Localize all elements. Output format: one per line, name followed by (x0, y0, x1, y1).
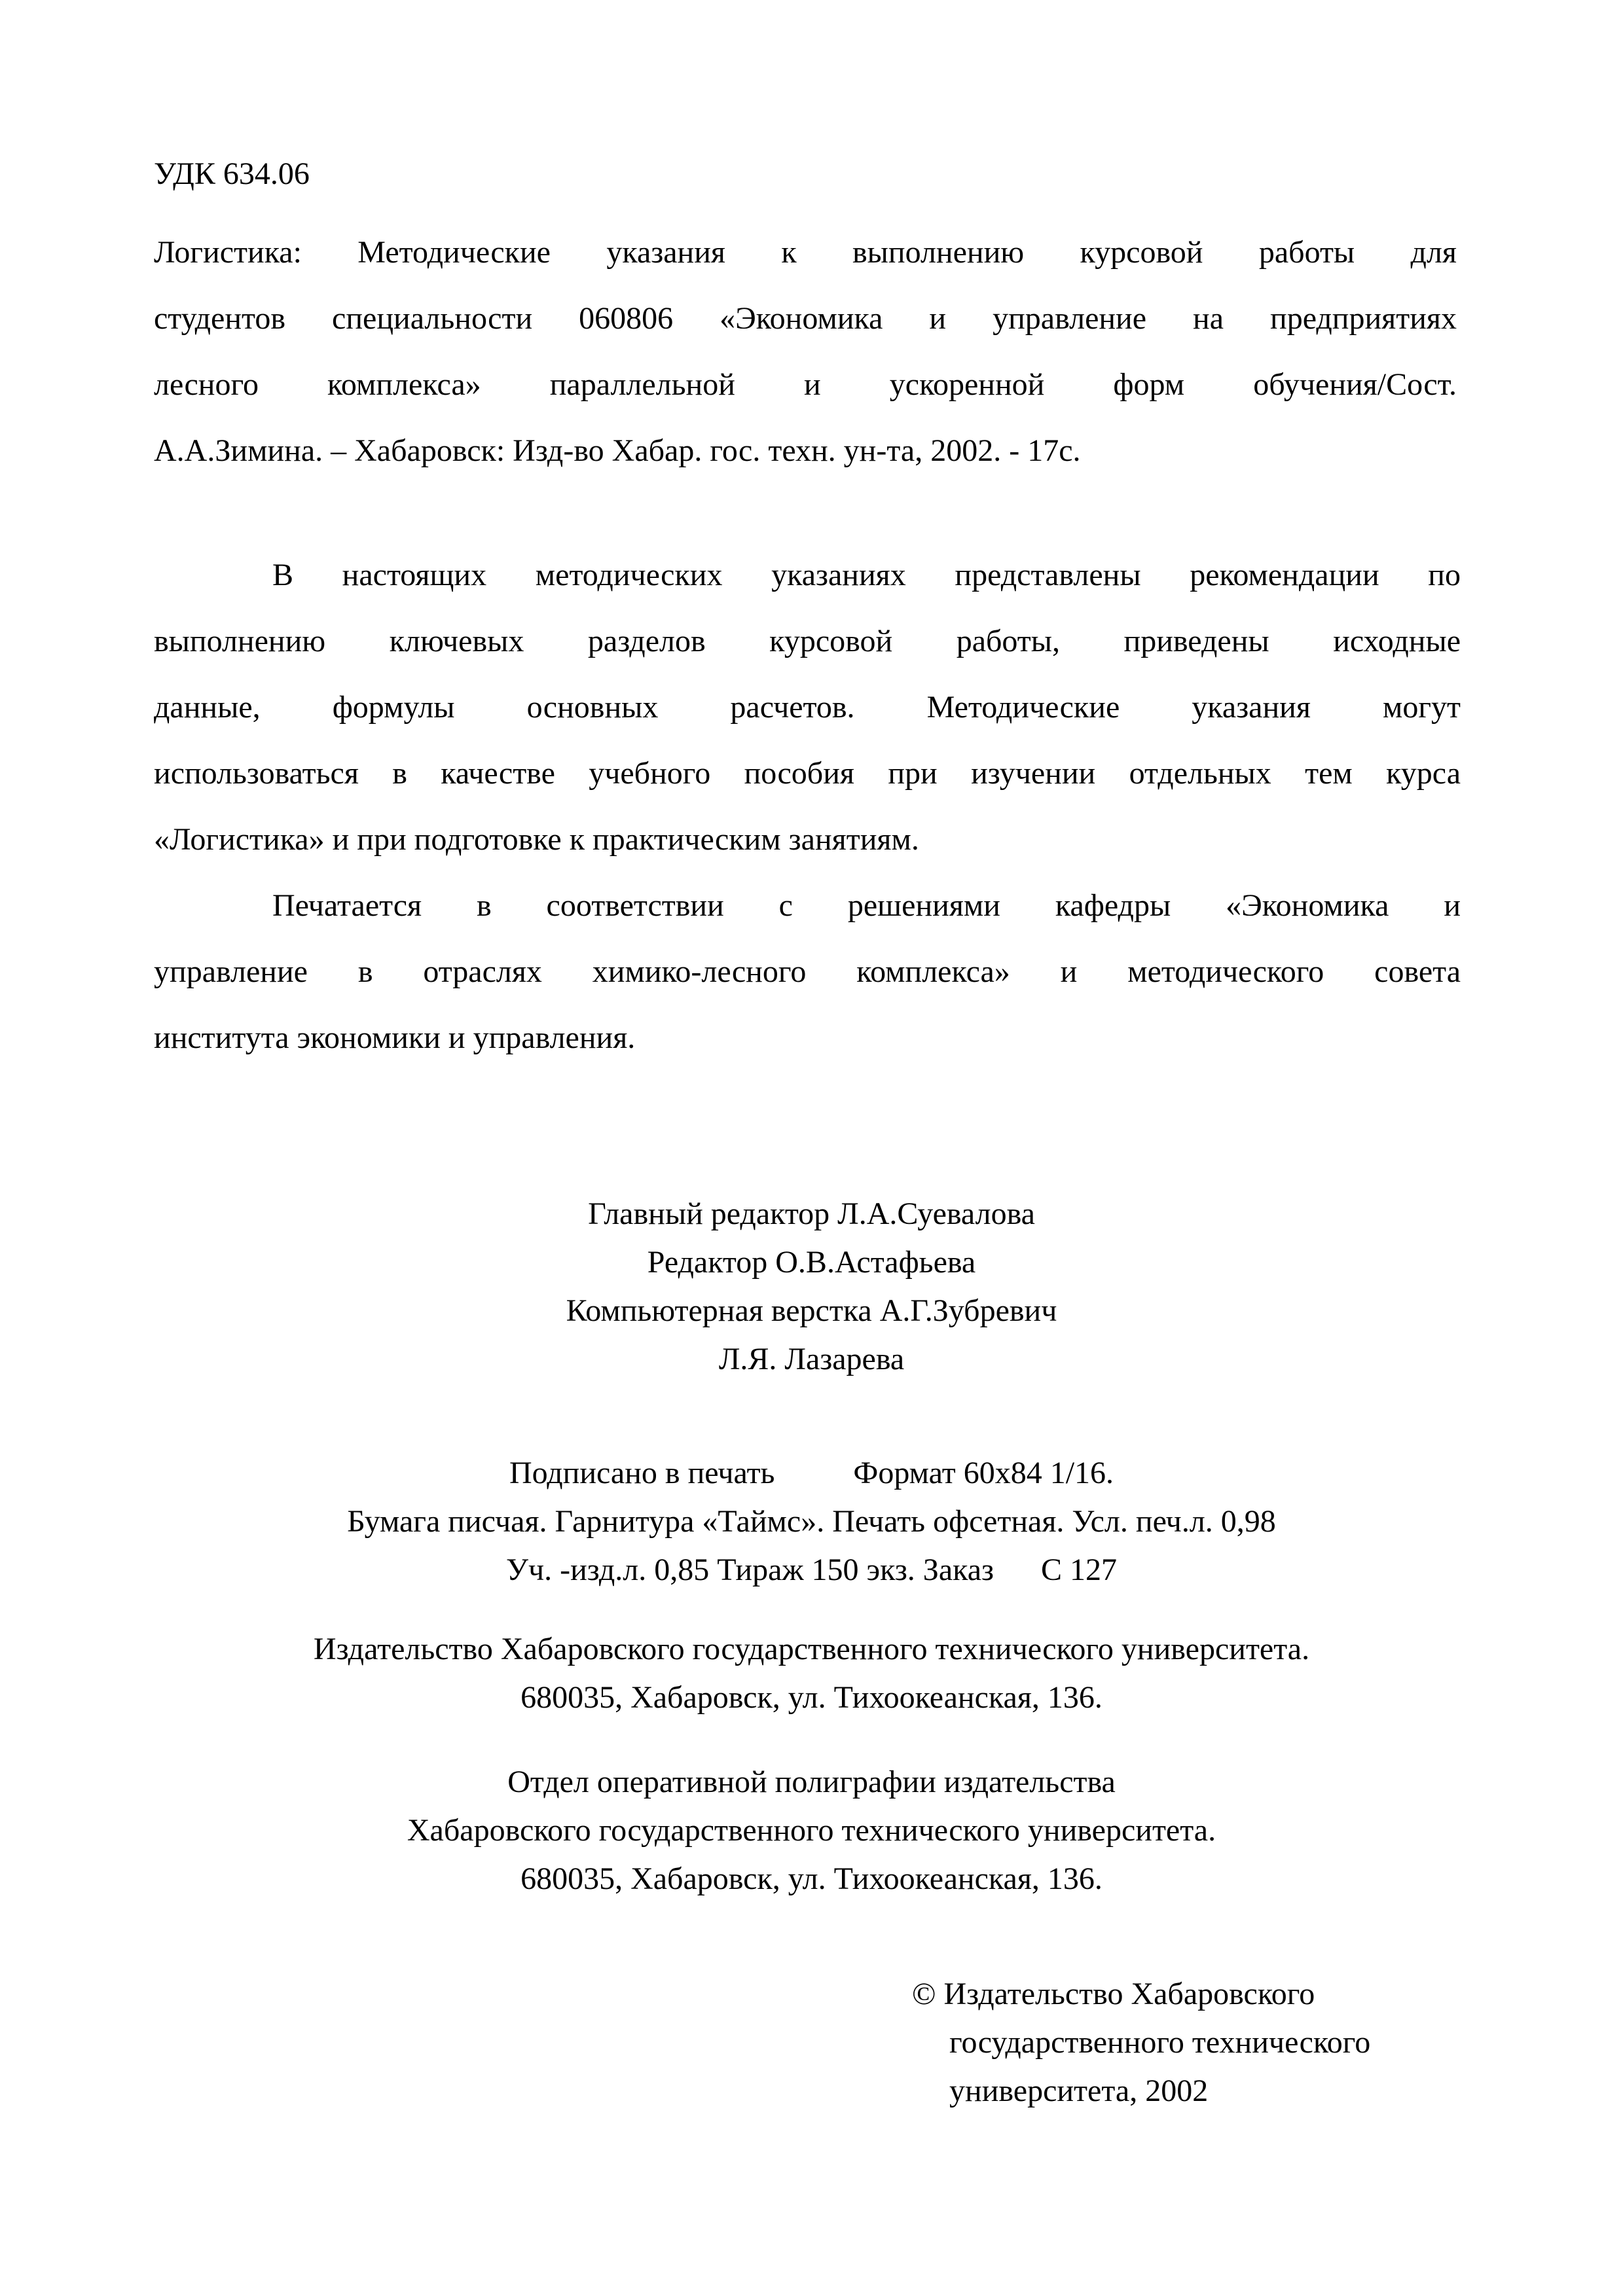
udc-code: УДК 634.06 (154, 156, 310, 191)
copyright-line: государственного технического (949, 2025, 1371, 2060)
staff-line: Главный редактор Л.А.Суевалова (588, 1196, 1035, 1231)
approval-line: управление в отраслях химико-лесного комплекса» и методического совета (154, 954, 1461, 989)
print-info (0, 1449, 1623, 1594)
staff-line: Компьютерная верстка А.Г.Зубревич (566, 1293, 1057, 1328)
printshop-line: Хабаровского государственного технического университета. (407, 1813, 1216, 1848)
printshop-line: 680035, Хабаровск, ул. Тихоокеанская, 136. (520, 1861, 1103, 1896)
abstract (154, 542, 1461, 1071)
publisher-line: Издательство Хабаровского государственного технического университета. (313, 1632, 1310, 1666)
print-info-line: Бумага писчая. Гарнитура «Таймс». Печать офсетная. Усл. печ.л. 0,98 (347, 1504, 1276, 1539)
print-info-line: Подписано в печать Формат 60х84 1/16. (509, 1456, 1114, 1490)
citation-line: А.А.Зимина. – Хабаровск: Изд-во Хабар. гос. техн. ун-та, 2002. - 17с. (154, 433, 1081, 468)
editorial-staff (0, 1190, 1623, 1384)
approval-line: института экономики и управления. (154, 1020, 636, 1055)
citation (154, 219, 1457, 484)
citation-line: Логистика: Методические указания к выполнению курсовой работы для (154, 235, 1457, 270)
abstract-line: «Логистика» и при подготовке к практическим занятиям. (154, 822, 919, 857)
approval-line: Печатается в соответствии с решениями кафедры «Экономика и (272, 888, 1461, 923)
abstract-line: использоваться в качестве учебного пособия при изучении отдельных тем курса (154, 756, 1461, 791)
printshop-line: Отдел оперативной полиграфии издательства (507, 1765, 1116, 1799)
copyright-notice (912, 1970, 1370, 2115)
printshop-info (0, 1758, 1623, 1903)
staff-line: Л.Я. Лазарева (718, 1342, 905, 1376)
abstract-line: В настоящих методических указаниях представлены рекомендации по (272, 558, 1461, 592)
citation-line: лесного комплекса» параллельной и ускоренной форм обучения/Сост. (154, 367, 1457, 402)
copyright-line: © Издательство Хабаровского (912, 1977, 1315, 2011)
abstract-line: данные, формулы основных расчетов. Методические указания могут (154, 690, 1461, 725)
print-info-line: Уч. -изд.л. 0,85 Тираж 150 экз. Заказ С 127 (505, 1552, 1118, 1587)
citation-line: студентов специальности 060806 «Экономика и управление на предприятиях (154, 301, 1457, 336)
publisher-info (0, 1625, 1623, 1722)
copyright-line: университета, 2002 (949, 2073, 1209, 2108)
staff-line: Редактор О.В.Астафьева (647, 1245, 976, 1280)
abstract-line: выполнению ключевых разделов курсовой работы, приведены исходные (154, 624, 1461, 658)
publisher-line: 680035, Хабаровск, ул. Тихоокеанская, 136. (520, 1680, 1103, 1715)
